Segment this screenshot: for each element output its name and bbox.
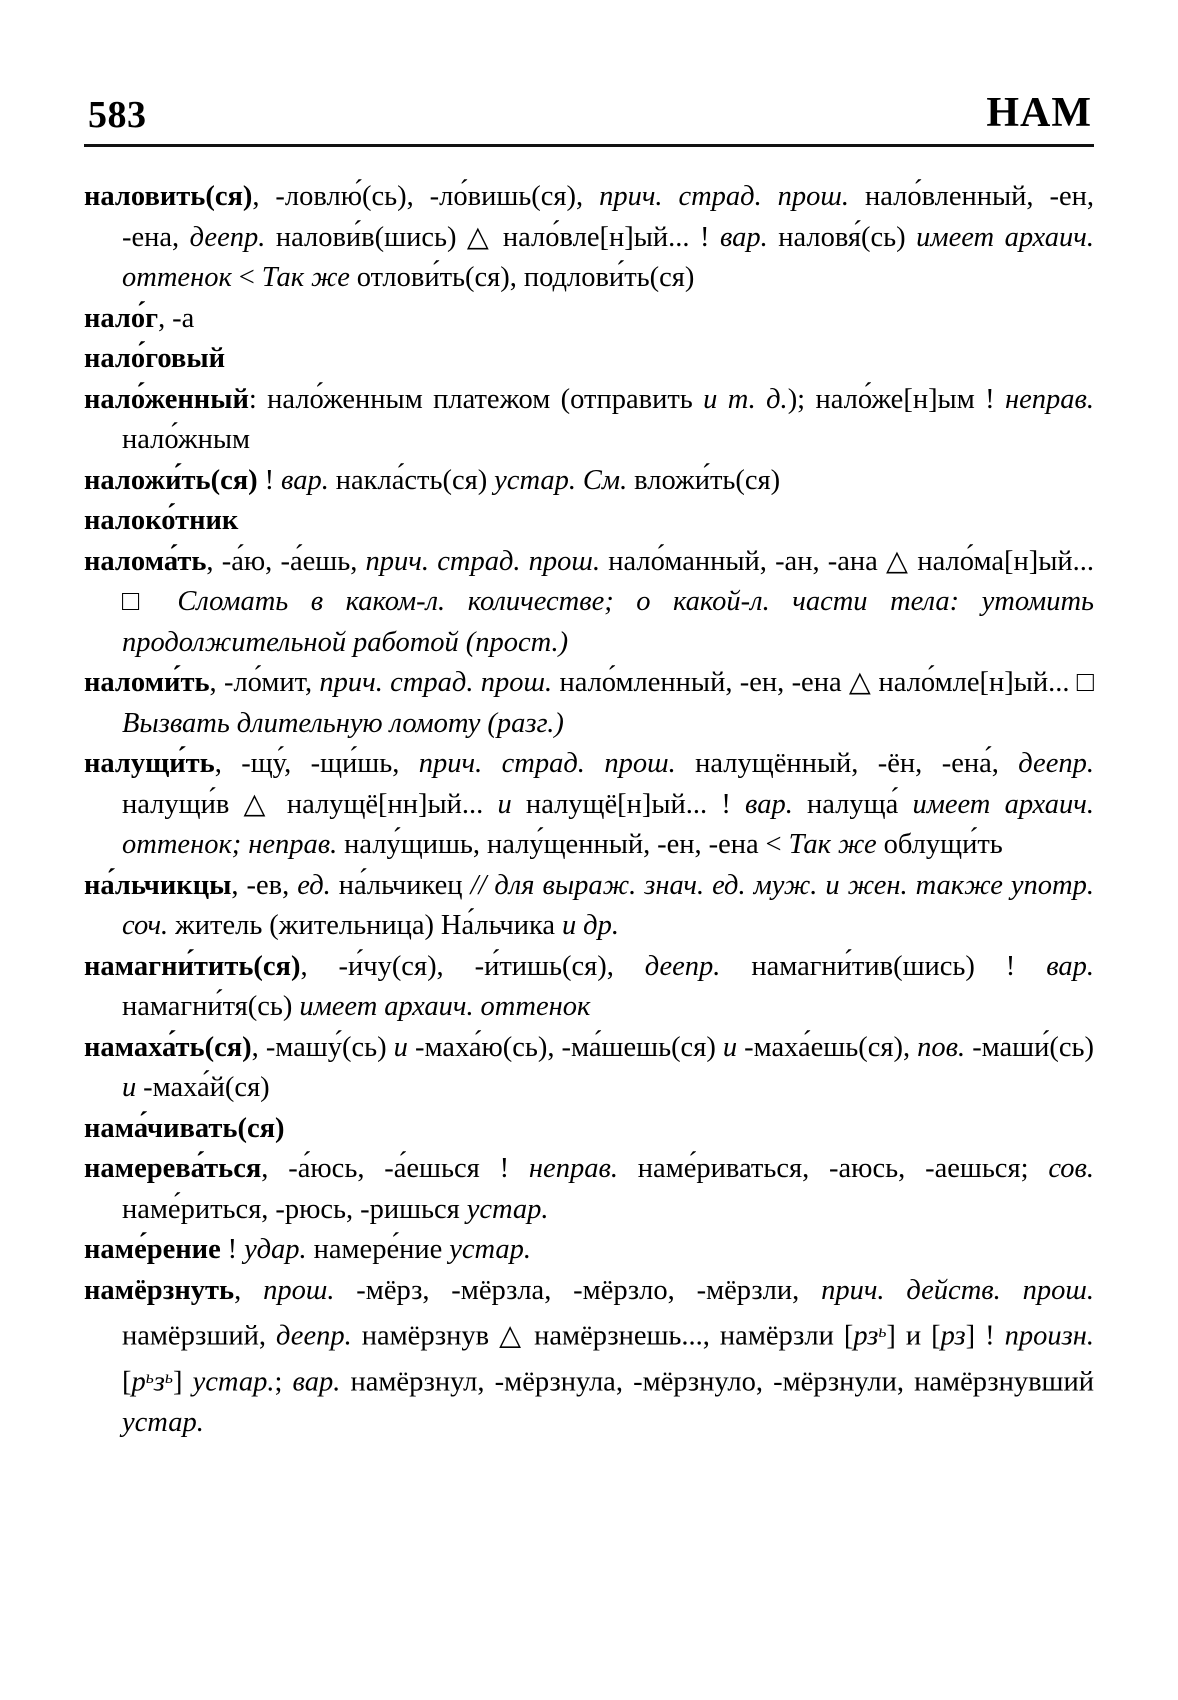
entry-headword: наложи́ть(ся) <box>84 464 258 496</box>
entry-text: налуща́ <box>792 788 913 820</box>
dictionary-entry <box>84 1230 1094 1271</box>
entry-label-italic: вар. <box>719 221 768 253</box>
entry-label-italic: пов. <box>917 1031 966 1063</box>
entry-headword: налома́ть <box>84 545 207 577</box>
entry-text: наловя́(сь) <box>767 221 917 253</box>
entry-headword: нама́чивать(ся) <box>84 1112 285 1144</box>
dictionary-entry <box>84 542 1094 664</box>
entry-text: < <box>231 262 262 293</box>
entry-text: намере́ние <box>306 1234 450 1265</box>
transcription-superscript: ь <box>164 1366 173 1387</box>
entry-text: ] <box>172 1366 193 1398</box>
entry-text: ! <box>220 1234 245 1265</box>
dictionary-entry <box>84 339 1094 380</box>
entry-list <box>78 177 1100 1443</box>
entry-label-italic: и <box>393 1031 408 1063</box>
entry-label-italic: прич. страд. прош. <box>599 181 850 212</box>
entry-text: нало́жным <box>122 424 251 455</box>
entry-text: -маха́ю(сь), -ма́шешь(ся) <box>407 1031 723 1063</box>
entry-label-italic: прич. страд. прош. <box>319 667 553 698</box>
entry-headword: наломи́ть <box>84 667 210 698</box>
entry-text: , -и́чу(ся), -и́тишь(ся), <box>300 950 645 982</box>
entry-label-italic: прич. страд. прош. <box>365 545 601 577</box>
entry-text: налущённый, -ён, -ена́, <box>675 748 1019 779</box>
dictionary-entry <box>84 744 1094 866</box>
entry-text: , -ловлю́(сь), -ло́вишь(ся), <box>252 181 600 212</box>
entry-text: налущё[н]ый... ! <box>511 788 746 820</box>
dictionary-entry <box>84 1271 1094 1444</box>
entry-text: ; <box>274 1366 293 1398</box>
entry-text: ); нало́же[н]ым ! <box>787 383 1005 415</box>
dictionary-entry <box>84 1149 1094 1230</box>
entry-text: наме́риваться, -аюсь, -аешься; <box>617 1153 1049 1184</box>
entry-text: , -щу́, -щи́шь, <box>214 748 419 779</box>
entry-label-italic: имеет архаич. оттенок <box>122 221 1095 293</box>
entry-label-italic: // для выраж. знач. ед. муж. и жен. также употр. соч. <box>122 869 1095 941</box>
dictionary-entry <box>84 947 1094 1028</box>
entry-label-italic: неправ. <box>1004 383 1094 415</box>
entry-text: , -машу́(сь) <box>251 1031 394 1063</box>
entry-label-italic: удар. <box>244 1234 307 1265</box>
entry-label-italic: и др. <box>562 910 619 941</box>
dictionary-entry <box>84 177 1094 299</box>
entry-label-italic: вар. <box>292 1366 341 1398</box>
header-rule <box>84 144 1094 147</box>
entry-label-italic: устар. <box>449 1234 532 1265</box>
entry-text: отлови́ть(ся), подлови́ть(ся) <box>349 262 695 293</box>
entry-label-italic: устар. <box>192 1366 275 1398</box>
entry-label-italic: деепр. <box>1018 748 1094 779</box>
entry-label-italic: вар. <box>1046 950 1094 982</box>
entry-label-italic: и т. д. <box>703 383 788 415</box>
entry-label-italic: имеет архаич. оттенок <box>299 991 591 1022</box>
page-number: 583 <box>88 94 147 136</box>
entry-text: -маши́(сь) <box>965 1031 1095 1063</box>
entry-text: намёрзнув △ намёрзнешь..., намёрзли [ <box>351 1320 854 1352</box>
entry-label-italic: деепр. <box>189 221 266 253</box>
dictionary-entry <box>84 299 1094 340</box>
dictionary-entry <box>84 866 1094 947</box>
entry-label-italic: деепр. <box>644 950 721 982</box>
entry-text: наме́риться, -рюсь, -ришься <box>122 1193 467 1225</box>
entry-text: ] ! <box>965 1320 1005 1352</box>
entry-label-italic: деепр. <box>276 1320 352 1352</box>
entry-headword: намагни́тить(ся) <box>84 950 301 982</box>
entry-text: нало́мленный, -ен, -ена △ нало́мле[н]ый... □ <box>552 667 1095 698</box>
entry-headword: намаха́ть(ся) <box>84 1031 252 1063</box>
entry-text: житель (жительница) На́льчика <box>168 910 562 941</box>
entry-label-italic: Так же <box>788 829 877 860</box>
entry-label-italic: Так же <box>261 262 350 293</box>
entry-label-italic: прич. страд. прош. <box>418 748 676 779</box>
entry-text: налу́щишь, налу́щенный, -ен, -ена < <box>337 829 789 860</box>
entry-label-italic: и <box>122 1072 137 1103</box>
dictionary-entry <box>84 1109 1094 1150</box>
entry-text: , -ев, <box>231 869 298 901</box>
entry-label-italic: Сломать в каком-л. количестве; о какой-л. части тела: утомить продолжительной работой (прост.) <box>122 586 1095 658</box>
entry-label-italic: ед. <box>297 869 331 901</box>
entry-text: налущи́в △ налущё[нн]ый... <box>122 788 498 820</box>
entry-text: , <box>234 1274 264 1306</box>
entry-text: -маха́й(ся) <box>136 1072 270 1103</box>
transcription-text: р <box>131 1366 146 1398</box>
entry-text: накла́сть(ся) <box>328 464 495 496</box>
entry-headword: нало́говый <box>84 343 225 374</box>
entry-text: налови́в(шись) △ нало́вле[н]ый... ! <box>265 221 720 253</box>
entry-text: [ <box>122 1366 132 1398</box>
entry-label-italic: Вызвать длительную ломоту (разг.) <box>122 707 564 739</box>
transcription-text: рз <box>940 1320 966 1352</box>
entry-headword: наме́рение <box>84 1234 221 1265</box>
entry-text: -маха́ешь(ся), <box>737 1031 918 1063</box>
entry-text: на́льчикец <box>330 869 471 901</box>
entry-text: , -ло́мит, <box>209 667 320 698</box>
dictionary-entry <box>84 1028 1094 1109</box>
running-head <box>78 72 1100 134</box>
entry-label-italic: вар. <box>745 788 793 820</box>
entry-label-italic: устар. См. <box>494 464 628 496</box>
entry-text: нало́вленный, -ен, -ена, <box>122 181 1094 253</box>
running-headword: НАМ <box>986 90 1092 136</box>
dictionary-entry <box>84 380 1094 461</box>
entry-text: намёрзший, <box>122 1320 277 1352</box>
entry-label-italic: и <box>722 1031 738 1063</box>
entry-headword: нало́женный <box>84 383 249 415</box>
entry-text: намагни́тив(шись) ! <box>720 950 1047 982</box>
entry-text: -мёрз, -мёрзла, -мёрзло, -мёрзли, <box>334 1274 822 1306</box>
entry-text: вложи́ть(ся) <box>627 464 781 496</box>
dictionary-entry <box>84 501 1094 542</box>
entry-label-italic: неправ. <box>528 1153 618 1184</box>
entry-headword: намёрзнуть <box>84 1274 235 1306</box>
entry-label-italic: устар. <box>122 1406 204 1438</box>
entry-label-italic: прош. <box>263 1274 335 1306</box>
entry-headword: налущи́ть <box>84 748 215 779</box>
entry-text: ] и [ <box>886 1320 941 1352</box>
entry-headword: намерева́ться <box>84 1153 262 1184</box>
entry-text: намёрзнул, -мёрзнула, -мёрзнуло, -мёрзнули, намёрзнувший <box>340 1366 1094 1398</box>
entry-text: облущи́ть <box>876 829 1003 860</box>
entry-headword: нало́г <box>84 302 159 334</box>
entry-text: , -а <box>158 302 195 334</box>
entry-label-italic: и <box>497 788 512 820</box>
entry-label-italic: прич. действ. прош. <box>821 1274 1094 1306</box>
entry-label-italic: имеет архаич. оттенок; неправ. <box>122 788 1094 860</box>
entry-text: нало́манный, -ан, -ана △ нало́ма[н]ый... □ <box>122 545 1094 617</box>
entry-text: намагни́тя(сь) <box>122 991 300 1022</box>
transcription-text: з <box>153 1366 165 1398</box>
dictionary-entry <box>84 461 1094 502</box>
entry-headword: на́льчикцы <box>84 869 232 901</box>
transcription-text: рз <box>853 1320 879 1352</box>
transcription-superscript: ь <box>145 1366 154 1387</box>
entry-headword: налоко́тник <box>84 505 239 536</box>
entry-text: , -а́ю, -а́ешь, <box>206 545 366 577</box>
entry-text: : нало́женным платежом (отправить <box>248 383 704 415</box>
transcription-superscript: ь <box>878 1321 887 1341</box>
entry-label-italic: сов. <box>1048 1153 1095 1184</box>
entry-text: ! <box>257 464 282 496</box>
entry-headword: наловить(ся) <box>84 181 253 212</box>
entry-label-italic: устар. <box>466 1193 549 1225</box>
entry-label-italic: произн. <box>1004 1320 1094 1352</box>
entry-text: , -а́юсь, -а́ешься ! <box>261 1153 529 1184</box>
entry-label-italic: вар. <box>281 464 329 496</box>
dictionary-entry <box>84 663 1094 744</box>
